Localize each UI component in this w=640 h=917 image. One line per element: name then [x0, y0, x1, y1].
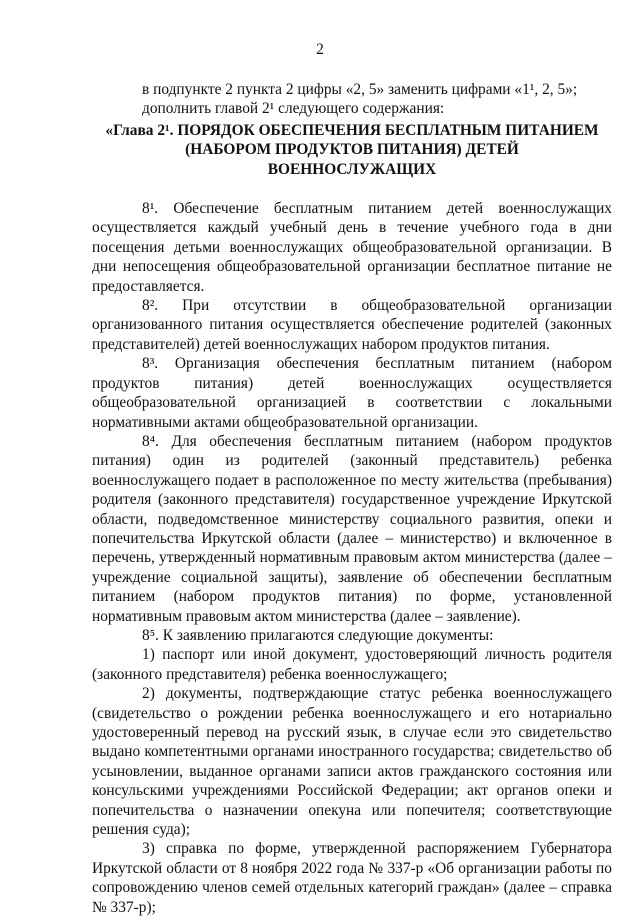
- paragraph-8-4: 8⁴. Для обеспечения бесплатным питанием (набором продуктов питания) один из родителей (законный представитель) ребенка военнослужащего подает в расположенное по месту жительства (пребывания) родителя (законного представителя) государственное учреждение Иркутской области, подведомственное министерству социального развития, опеки и попечительства Иркутской области (далее – министерство) и включенное в перечень, утвержденный нормативным правовым актом министерства (далее – учреждение социальной защиты), заявление об обеспечении бесплатным питанием (набором продуктов питания) по форме, установленной нормативным правовым актом министерства (далее – заявление).: [92, 432, 612, 625]
- paragraph-8-1: 8¹. Обеспечение бесплатным питанием детей военнослужащих осуществляется каждый учебный день в течение учебного года в дни посещения детьми военнослужащих общеобразовательной организации. В дни непосещения общеобразовательной организации бесплатное питание не предоставляется.: [92, 200, 612, 295]
- amendment-line-1: в подпункте 2 пункта 2 цифры «2, 5» заменить цифрами «1¹, 2, 5»;: [142, 81, 578, 98]
- list-item-3: 3) справка по форме, утвержденной распоряжением Губернатора Иркутской области от 8 ноября 2022 года № 337-р «Об организации работы по сопровождению членов семей отдельных категорий граждан» (далее – справка № 337-р);: [92, 840, 612, 916]
- amendment-line-2: дополнить главой 2¹ следующего содержания:: [142, 100, 445, 118]
- paragraph-8-2: 8². При отсутствии в общеобразовательной организации организованного питания осуществляется обеспечение родителей (законных представителей) детей военнослужащих набором продуктов питания.: [92, 297, 612, 353]
- chapter-title: «Глава 2¹. ПОРЯДОК ОБЕСПЕЧЕНИЯ БЕСПЛАТНЫМ ПИТАНИЕМ (НАБОРОМ ПРОДУКТОВ ПИТАНИЯ) ДЕТЕЙ ВОЕННОСЛУЖАЩИХ: [105, 121, 599, 178]
- list-item-1: 1) паспорт или иной документ, удостоверяющий личность родителя (законного представителя) ребенка военнослужащего;: [92, 646, 612, 683]
- document-body: [92, 80, 612, 917]
- list-item-2: 2) документы, подтверждающие статус ребенка военнослужащего (свидетельство о рождении ребенка военнослужащего и его нотариально удостоверенный перевод на русский язык, в случае если это свидетельство выдано компетентными органами иностранного государства; свидетельство об усыновлении, выданное органами записи актов гражданского состояния или консульскими учреждениями Российской Федерации; акт органов опеки и попечительства о назначении опекуна или попечителя; соответствующие решения суда);: [92, 685, 612, 839]
- paragraph-8-3: 8³. Организация обеспечения бесплатным питанием (набором продуктов питания) детей военнослужащих осуществляется общеобразовательной организацией в соответствии с локальными нормативными актами общеобразовательной организации.: [92, 355, 612, 431]
- paragraph-8-5: 8⁵. К заявлению прилагаются следующие документы:: [142, 626, 494, 644]
- page-number: 2: [316, 41, 324, 58]
